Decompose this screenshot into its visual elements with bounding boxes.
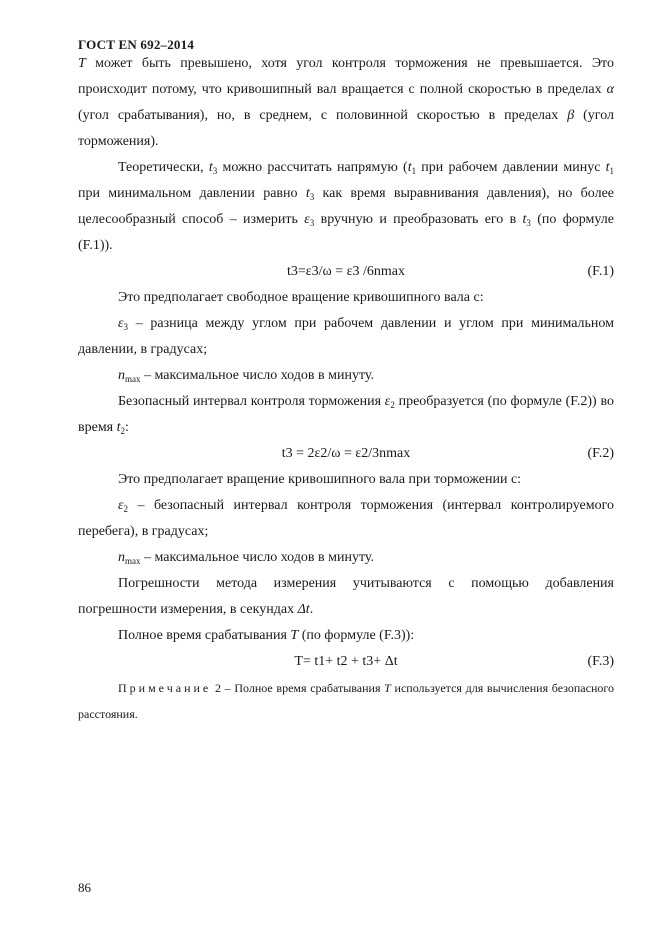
symbol-T: T — [78, 56, 86, 71]
paragraph-2: Теоретически, $t_3$ можно рассчитать напрямую ($t_1$ при рабочем давлении минус $t_1$ при минимальном давлении равно $t_3$ как время выравнивания давления), но более целесообразный способ – измерить $\varepsilon_3$ вручную и преобразовать его в $t_3$ (по формуле (F.1)). — [78, 160, 615, 253]
equation-f2 — [78, 441, 614, 467]
equation-number: (F.3) — [587, 654, 614, 669]
equation-f3 — [78, 649, 614, 675]
paragraph-1: T может быть превышено, хотя угол контроля торможения не превышается. Это происходит потому, что кривошипный вал вращается с полной скоростью в пределах α (угол срабатывания), но, в среднем, с половинной скоростью в пределах β (угол торможения). — [78, 56, 615, 149]
paragraph-5: $n_{max}$ – максимальное число ходов в минуту. — [118, 368, 375, 384]
paragraph-6: Безопасный интервал контроля торможения $\varepsilon_2$ преобразуется (по формуле (F.2)) во время $t_2$: — [78, 394, 614, 436]
equation-formula: t3 = 2ε2/ω = ε2/3nmax — [281, 446, 411, 461]
symbol-alpha: α — [606, 82, 614, 97]
document-body — [78, 51, 614, 727]
symbol-beta: β — [567, 108, 575, 123]
equation-number: (F.1) — [587, 264, 614, 279]
equation-f1 — [78, 259, 614, 285]
page-number: 86 — [78, 880, 91, 895]
paragraph-9: $n_{max}$ – максимальное число ходов в минуту. — [118, 550, 375, 566]
equation-formula: T= t1+ t2 + t3+ Δt — [294, 654, 398, 669]
note-label: Примечание — [118, 681, 212, 695]
paragraph-4: $\varepsilon_3$ – разница между углом при рабочем давлении и углом при минимальном давлении, в градусах; — [78, 316, 614, 357]
document-header: ГОСТ EN 692–2014 — [78, 37, 195, 52]
equation-number: (F.2) — [587, 446, 614, 461]
paragraph-7: Это предполагает вращение кривошипного вала при торможении с: — [118, 472, 522, 487]
paragraph-11: Полное время срабатывания T (по формуле (F.3)): — [118, 628, 415, 643]
paragraph-3: Это предполагает свободное вращение кривошипного вала с: — [118, 290, 484, 305]
note-2: Примечание 2 – Полное время срабатывания T используется для вычисления безопасного расстояния. — [78, 681, 614, 721]
paragraph-8: $\varepsilon_2$ – безопасный интервал контроля торможения (интервал контролируемого перебега), в градусах; — [78, 498, 614, 539]
paragraph-10: Погрешности метода измерения учитываются с помощью добавления погрешности измерения, в секундах Δt. — [78, 576, 614, 617]
equation-formula: t3=ε3/ω = ε3 /6nmax — [286, 264, 406, 279]
